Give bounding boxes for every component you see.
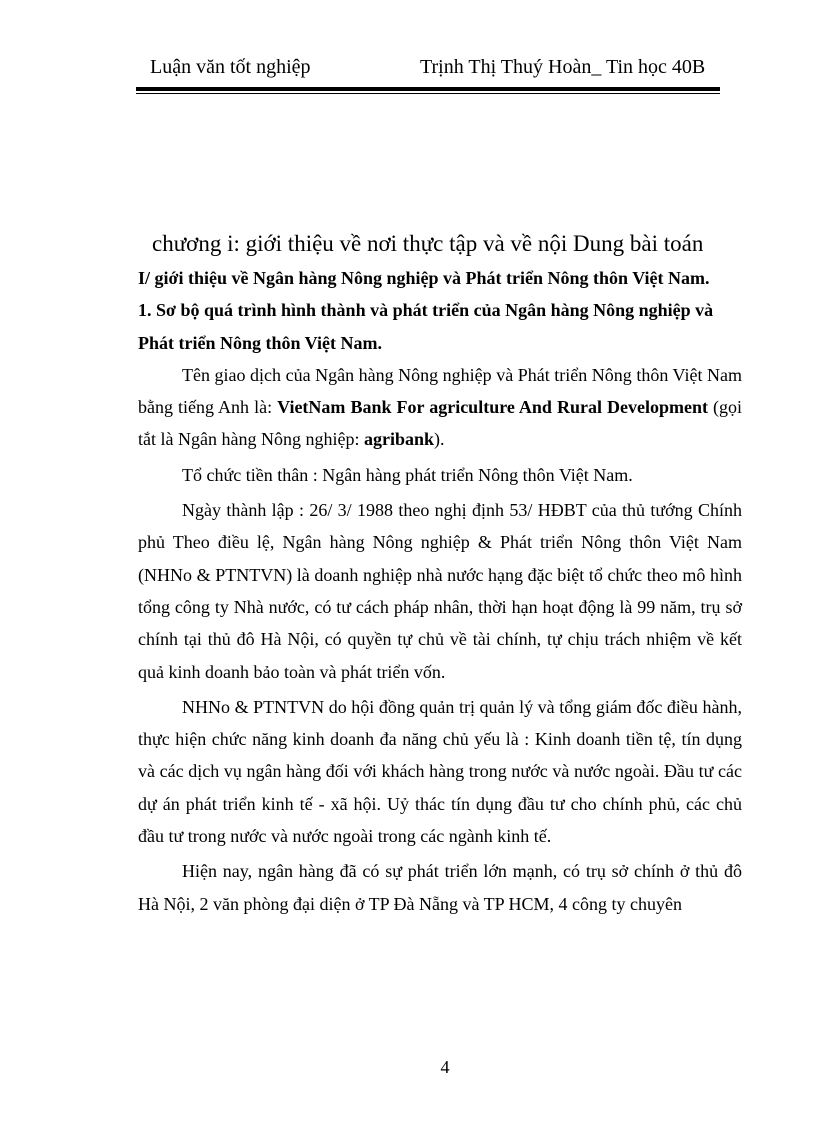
header-rule-thin: [136, 93, 720, 94]
paragraph-text: (gọi tắt là Ngân hàng Nông nghiệp:: [138, 397, 742, 450]
short-name: agribank: [363, 429, 434, 450]
header-thesis-label: Luận văn tốt nghiệp: [150, 56, 311, 78]
section-heading: I/ giới thiệu về Ngân hàng Nông nghiệp và Phát triển Nông thôn Việt Nam.: [138, 268, 710, 288]
english-bank-name: VietNam Bank For agriculture And Rural Development: [277, 397, 708, 418]
header-rule-thick: [136, 87, 720, 91]
paragraph-governance: NHNo & PTNTVN do hội đồng quản trị quản lý và tổng giám đốc điều hành, thực hiện chức năng kinh doanh đa năng chủ yếu là : Kinh doanh tiền tệ, tín dụng và các dịch vụ ngân hàng đối với khách hàng trong nước và nước ngoài. Đầu tư các dự án phát triển kinh tế - xã hội. Uỷ thác tín dụng đầu tư cho chính phủ, các chủ đầu tư trong nước và nước ngoài trong các ngành kinh tế.: [138, 696, 742, 847]
paragraph-trade-name: [138, 359, 742, 456]
paragraph-predecessor: Tổ chức tiền thân : Ngân hàng phát triển Nông thôn Việt Nam.: [182, 464, 633, 485]
paragraph-founding: Ngày thành lập : 26/ 3/ 1988 theo nghị định 53/ HĐBT của thủ tướng Chính phủ Theo điều lệ, Ngân hàng Nông nghiệp & Phát triển Nông thôn Việt Nam (NHNo & PTNTVN) là doanh nghiệp nhà nước hạng đặc biệt tổ chức theo mô hình tổng công ty Nhà nước, có tư cách pháp nhân, thời hạn hoạt động là 99 năm, trụ sở chính tại thủ đô Hà Nội, có quyền tự chủ về tài chính, tự chịu trách nhiệm về kết quả kinh doanh bảo toàn và phát triển vốn.: [138, 500, 742, 682]
paragraph-text: Tên giao dịch của Ngân hàng Nông nghiệp và Phát triển Nông thôn Việt Nam bằng tiếng Anh là:: [138, 364, 742, 418]
page-header: [150, 50, 726, 84]
paragraph-text: ).: [433, 429, 445, 450]
chapter-title: chương i: giới thiệu về nơi thực tập và về nội Dung bài toán: [152, 231, 704, 256]
subsection-heading: 1. Sơ bộ quá trình hình thành và phát triển của Ngân hàng Nông nghiệp và Phát triển Nông thôn Việt Nam.: [138, 300, 714, 353]
page-number: 4: [440, 1057, 450, 1077]
body-content: [138, 262, 742, 923]
paragraph-current-state: Hiện nay, ngân hàng đã có sự phát triển lớn mạnh, có trụ sở chính ở thủ đô Hà Nội, 2 văn phòng đại diện ở TP Đà Nẵng và TP HCM, 4 công ty chuyên: [138, 861, 742, 914]
header-author-label: Trịnh Thị Thuý Hoàn_ Tin học 40B: [420, 56, 706, 78]
